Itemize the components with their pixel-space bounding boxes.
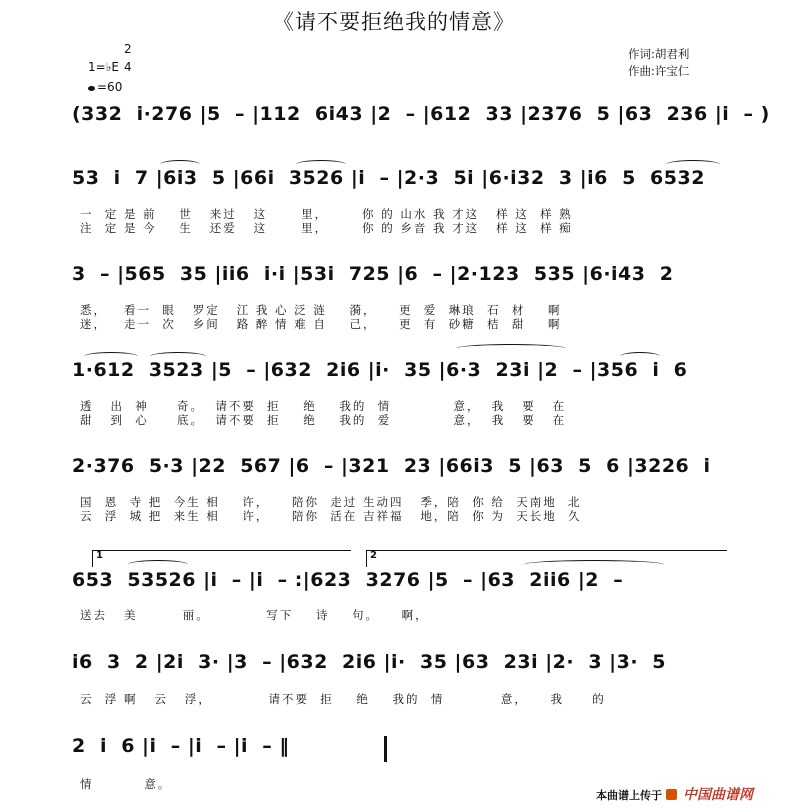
notation-line-4: 1·612 3523 |5 – |632 2i6 |i· 35 |6·3 23i |2 – |356 i 6 bbox=[72, 359, 688, 381]
notation-line-5: 2·376 5·3 |22 567 |6 – |321 23 |66i3 5 |63 5 6 |3226 i bbox=[72, 455, 711, 477]
slur bbox=[150, 352, 206, 361]
tempo-mark bbox=[88, 80, 122, 94]
quarter-note-icon bbox=[88, 86, 95, 91]
footer-text: 本曲谱上传于 bbox=[596, 789, 662, 802]
notation-line-1: (332 i·276 |5 – |112 6i43 |2 – |612 33 |2376 5 |63 236 |i – ) bbox=[72, 103, 770, 125]
lyric-verse-2-line-2: 迷， 走一 次 乡间 路 醉 情 难 自 己， 更 有 砂糖 桔 甜 啊 bbox=[80, 317, 562, 331]
credits bbox=[628, 46, 689, 80]
notation-line-8: 2 i 6 |i – |i – |i – ‖ bbox=[72, 735, 290, 757]
lyric-verse-1-line-2: 悉， 看一 眼 罗定 江 我 心 泛 涟 漪， 更 爱 琳琅 石 材 啊 bbox=[80, 303, 562, 317]
slur bbox=[296, 160, 346, 169]
lyric-verse-2-line-1: 注 定 是 今 生 还爱 这 里， 你 的 乡音 我 才这 样 这 样 痴 bbox=[80, 221, 573, 235]
lyric-verse-1-line-1: 一 定 是 前 世 来过 这 里， 你 的 山水 我 才这 样 这 样 熟 bbox=[80, 207, 573, 221]
volta-first-number: 1 bbox=[96, 550, 103, 561]
slur bbox=[620, 352, 660, 361]
final-barline bbox=[384, 736, 387, 762]
lyric-verse-2-line-3: 甜 到 心 底。 请不要 拒 绝 我的 爱 意， 我 要 在 bbox=[80, 413, 567, 427]
lyric-line-6: 云 浮 啊 云 浮， 请不要 拒 绝 我的 情 意， 我 的 bbox=[80, 692, 606, 706]
tempo-value: =60 bbox=[97, 80, 123, 94]
lyric-line-7: 情 意。 bbox=[80, 777, 172, 791]
time-top: 2 bbox=[124, 42, 132, 56]
song-title: 《请不要拒绝我的情意》 bbox=[273, 10, 515, 34]
site-footer bbox=[596, 784, 753, 804]
time-bottom: 4 bbox=[124, 60, 132, 74]
slur bbox=[456, 344, 566, 353]
key-signature: 1=♭E bbox=[88, 60, 119, 74]
slur bbox=[160, 160, 200, 169]
notation-line-2: 53 i 7 |6i3 5 |66i 3526 |i – |2·3 5i |6·i32 3 |i6 5 6532 bbox=[72, 167, 705, 189]
volta-second bbox=[366, 550, 727, 567]
lyric-verse-1-line-3: 透 出 神 奇。 请不要 拒 绝 我的 情 意， 我 要 在 bbox=[80, 399, 567, 413]
lyric-verse-2-line-4: 云 浮 城 把 来生 相 许， 陪你 活在 吉祥福 地，陪 你 为 天长地 久 bbox=[80, 509, 582, 523]
slur bbox=[84, 352, 138, 361]
composer-credit: 作曲:许宝仁 bbox=[628, 64, 690, 78]
notation-line-7: i6 3 2 |2i 3· |3 – |632 2i6 |i· 35 |63 23i |2· 3 |3· 5 bbox=[72, 651, 667, 673]
site-logo-text: 中国曲谱网 bbox=[683, 787, 753, 803]
notation-line-3: 3 – |565 35 |ii6 i·i |53i 725 |6 – |2·123 535 |6·i43 2 bbox=[72, 263, 674, 285]
volta-second-number: 2 bbox=[370, 550, 377, 561]
slur bbox=[666, 160, 720, 169]
lyricist-credit: 作词:胡君利 bbox=[628, 47, 690, 61]
volta-first bbox=[92, 550, 351, 567]
lyric-verse-1-line-4: 国 恩 寺 把 今生 相 许， 陪你 走过 生动四 季，陪 你 给 天南地 北 bbox=[80, 495, 582, 509]
site-logo-icon bbox=[666, 789, 677, 800]
notation-line-6: 653 53526 |i – |i – :|623 3276 |5 – |63 2ii6 |2 – bbox=[72, 569, 624, 591]
lyric-line-5: 送去 美 丽。 写下 诗 句。 啊， bbox=[80, 608, 429, 622]
time-signature bbox=[124, 44, 132, 72]
